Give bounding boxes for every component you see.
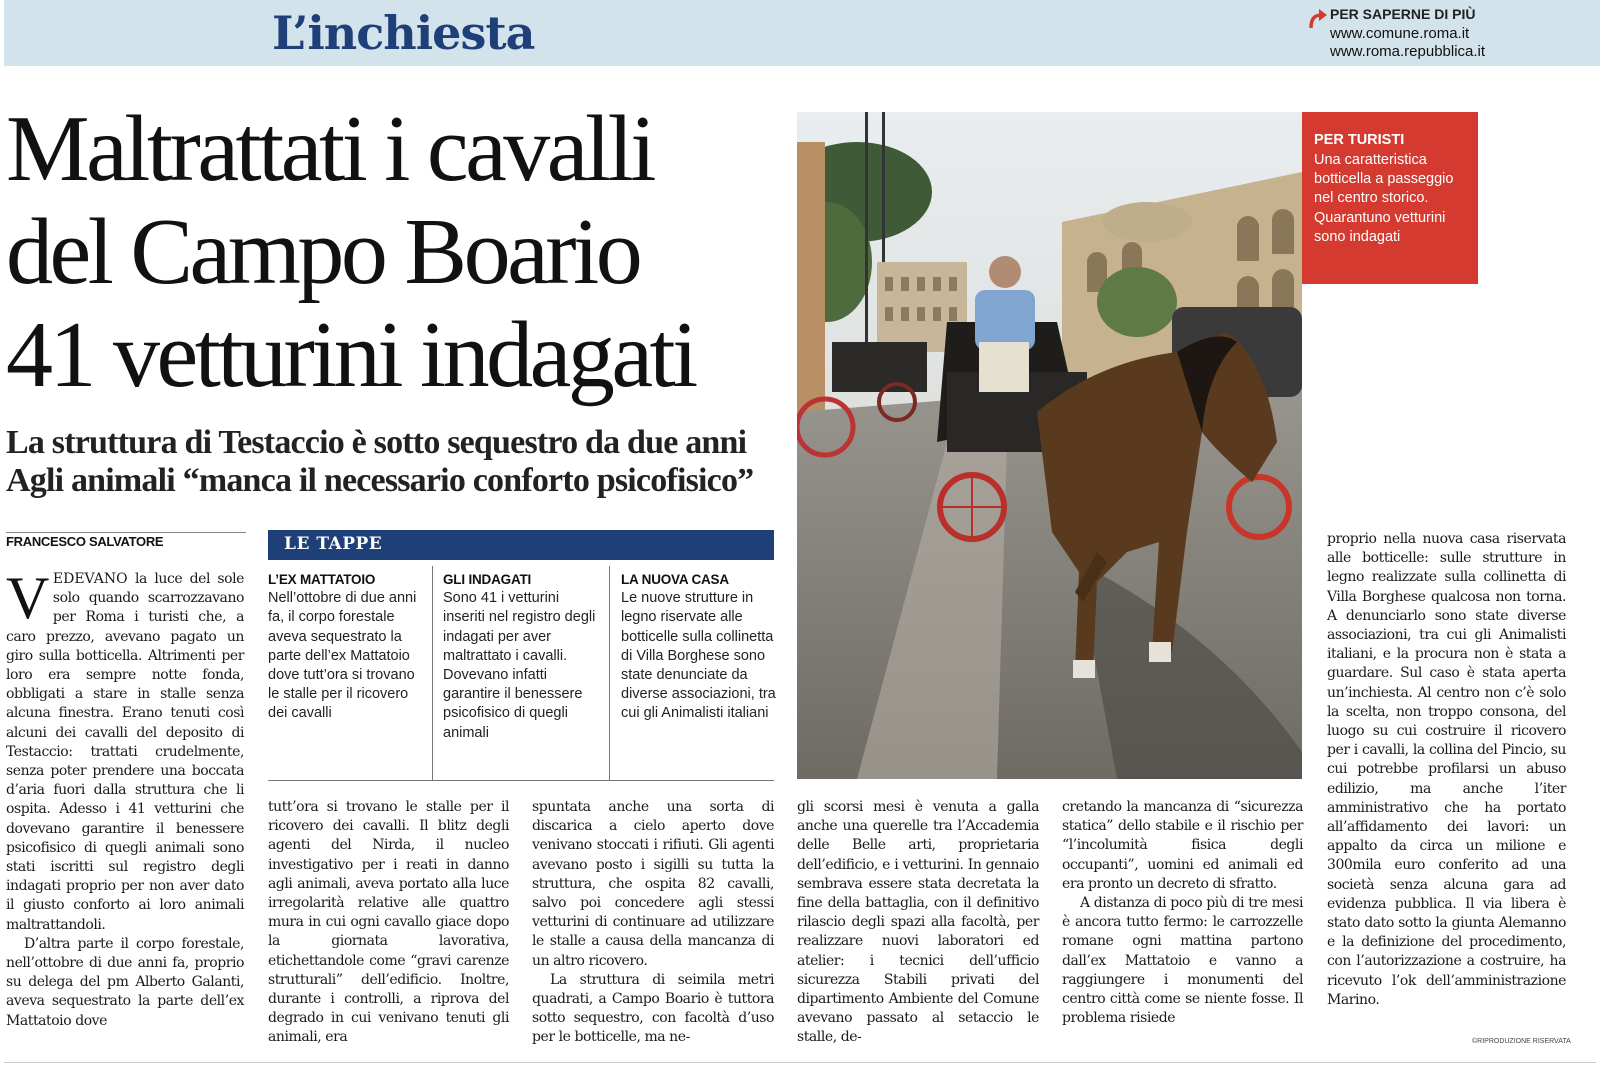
horse-carriage-photo [797, 112, 1302, 779]
article-photo [797, 112, 1302, 779]
paragraph: gli scorsi mesi è venuta a galla anche una querelle tra l’Accademia delle Belle arti, proprietaria dell’edificio, e i vetturini. In gennaio sembrava essere stata decretata la fine della battaglia, con il definitivo rilascio degli spazi alla facoltà, per realizzare nuovi laboratori ed atelier: i tecnici dell’ufficio sicurezza Stabili privati del dipartimento Ambiente del Comune avevano passato al setaccio le stalle, de- [797, 799, 1039, 1046]
paragraph: cretando la mancanza di “sicurezza statica” dello stabile e il rischio per “l’incolumità fisica degli occupanti”, uomini ed animali ed era pronto un decreto di sfratto. [1062, 799, 1303, 892]
lead-smallcaps: EDEVANO [52, 571, 128, 587]
paragraph: A distanza di poco più di tre mesi è ancora tutto fermo: le carrozzelle romane ogni mattina partono dall’ex Mattatoio e vanno a raggiungere i monumenti del centro città come se niente fosse. Il problema risiede [1062, 895, 1303, 1027]
caption-title: PER TURISTI [1314, 132, 1405, 148]
copyright-notice: ©RIPRODUZIONE RISERVATA [1472, 1038, 1571, 1045]
article-column-4 [797, 798, 1039, 1048]
sidebar-item [443, 570, 601, 778]
section-kicker: L’inchiesta [272, 6, 535, 60]
subheadline [6, 424, 796, 500]
sidebar-item [268, 570, 426, 778]
subheadline-line: Agli animali “manca il necessario conforto psicofisico” [6, 462, 754, 499]
paragraph: proprio nella nuova casa riservata alle botticelle: sulle strutture in legno realizzate sulla collinetta di Villa Borghese qualcosa non torna. A denunciarlo sono state diverse associazioni, tra cui gli Animalisti italiani, e la procura non è stata a guardare. Sul caso è stata aperta un’inchiesta. Al centro non c’è solo la scelta, non troppo consona, del luogo su cui costruire il ricovero per i cavalli, la collina del Pincio, su cui potrebbe profilarsi un abuso edilizio, ma anche l’iter amministrativo che ha portato all’affidamento dei lavori: un appalto da circa un milione e 300mila euro conferito ad una società senza alcuna gara ad evidenza pubblica. Il via libera è stato dato sotto la giunta Alemanno e la definizione del procedimento, con l’autorizzazione a costruire, ha ricevuto l’ok dell’amministrazione Marino. [1327, 531, 1566, 1008]
paragraph: La struttura di seimila metri quadrati, a Campo Boario è tuttora sotto sequestro, con facoltà d’uso per le botticelle, ma ne- [532, 971, 774, 1046]
sidebar-divider [609, 566, 610, 780]
sidebar-header [268, 530, 774, 560]
curved-arrow-icon [1308, 8, 1328, 30]
bottom-rule [4, 1062, 1596, 1063]
sidebar-item-text: Le nuove strutture in legno riservate alle botticelle sulla collinetta di Villa Borghese sono state denunciate da diverse associazioni, tra cui gli Animalisti italiani [621, 590, 776, 722]
photo-caption [1302, 112, 1478, 284]
article-column-5 [1062, 798, 1303, 1028]
link-repubblica[interactable]: www.roma.repubblica.it [1330, 43, 1486, 60]
paragraph: D’altra parte il corpo forestale, nell’ottobre di due anni fa, proprio su delega del pm Alberto Galanti, aveva sequestrato la parte dell’ex Mattatoio dove [6, 935, 244, 1029]
sidebar-item-title: L’EX MATTATOIO [268, 572, 376, 587]
sidebar-title: LE TAPPE [284, 534, 383, 554]
sidebar-item-text: Nell’ottobre di due anni fa, il corpo forestale aveva sequestrato la parte dell’ex Mattatoio dove tutt’ora si trovano le stalle per il ricovero dei cavalli [268, 590, 417, 722]
headline-line: 41 vetturini indagati [6, 303, 695, 407]
sidebar-item-text: Sono 41 i vetturini inseriti nel registro degli indagati per aver maltrattato i cavalli. Dovevano infatti garantire il benessere psicofisico di quegli animali [443, 590, 596, 741]
sidebar-bottom-rule [268, 780, 774, 781]
sidebar-divider [432, 566, 433, 780]
headline [6, 98, 796, 407]
paragraph: la luce del sole solo quando scarrozzavano per Roma i turisti che, a caro prezzo, avevano pagato un giro sulla botticella. Altrimenti per loro era sempre notte fonda, obbligati a stare in stalle senza alcuna finestra. Erano tenuti così alcuni dei cavalli del deposito di Testaccio: trattati crudelmente, senza poter prendere una boccata d’aria fuori dalla struttura che li ospita. Adesso i 41 vetturini che dovevano garantire il benessere psicofisico di quegli animali sono stati iscritti sul registro degli indagati proprio per non aver dato il giusto conforto ai loro animali maltrattandoli. [6, 571, 244, 933]
article-column-6 [1327, 530, 1566, 1010]
paragraph: tutt’ora si trovano le stalle per il ricovero dei cavalli. Il blitz degli agenti del Nirda, il nucleo investigativo per i reati in danno agli animali, aveva portato alla luce irregolarità relative alle quattro mura in cui ogni cavallo giace dopo la giornata lavorativa, etichettandole come “gravi carenze strutturali” dell’edificio. Inoltre, durante i controlli, a riprova del degrado in cui venivano tenuti gli animali, era [268, 799, 509, 1046]
article-column-3 [532, 798, 774, 1048]
caption-text: Una caratteristica botticella a passeggio nel centro storico. Quarantuno vetturini sono indagati [1314, 152, 1454, 245]
sidebar-item-title: GLI INDAGATI [443, 572, 532, 587]
byline-rule [6, 532, 246, 533]
subheadline-line: La struttura di Testaccio è sotto sequestro da due anni [6, 424, 747, 461]
more-info-label: PER SAPERNE DI PIÙ [1330, 6, 1476, 22]
dropcap: V [6, 565, 49, 631]
sidebar-item [621, 570, 776, 778]
headline-line: del Campo Boario [6, 200, 640, 304]
article-column-2 [268, 798, 509, 1048]
article-column-1 [6, 565, 244, 1031]
headline-line: Maltrattati i cavalli [6, 97, 653, 201]
paragraph: spuntata anche una sorta di discarica a cielo aperto dove venivano stoccati i rifiuti. Gli agenti avevano posto i sigilli su tutta la struttura, che ospita 82 cavalli, salvo poi concedere agli stessi vetturini di continuare ad utilizzare le stalle a causa della mancanza di un altro ricovero. [532, 799, 774, 969]
byline: FRANCESCO SALVATORE [6, 534, 164, 549]
link-comune[interactable]: www.comune.roma.it [1330, 25, 1470, 42]
sidebar-item-title: LA NUOVA CASA [621, 572, 729, 587]
